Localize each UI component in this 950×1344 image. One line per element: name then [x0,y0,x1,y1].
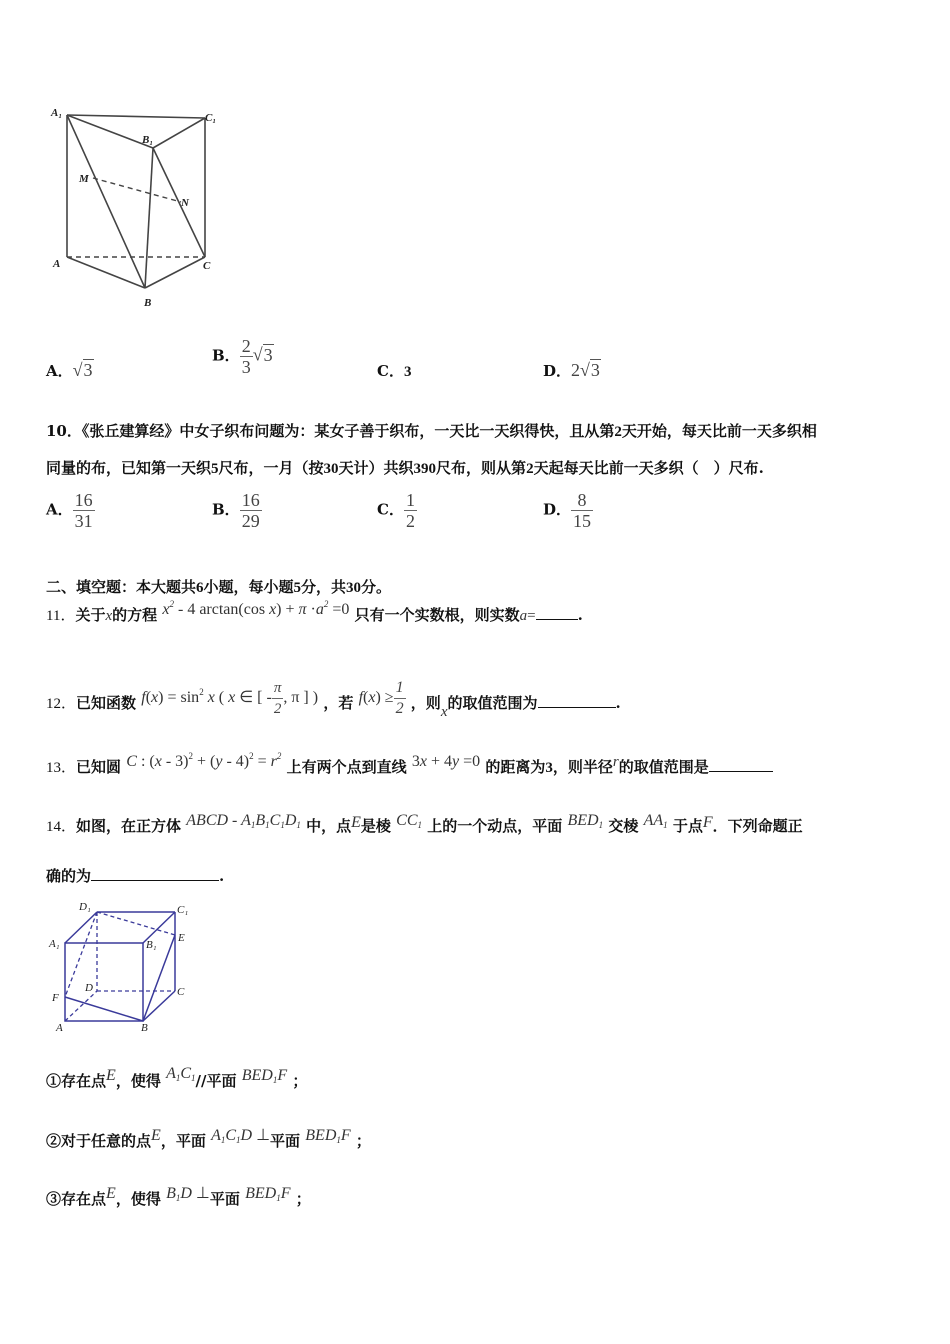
cube-label-f: F [52,992,59,1004]
cube-label-c: C [177,986,185,998]
section-title: 二、填空题：本大题共6小题，每小题5分，共30分。 [46,578,392,596]
q14-cube-name: ABCD - $A_1B_1C_1D_1$ [186,812,301,830]
q10-line2: 同量的布，已知第一天织5尺布，一月（按30天计）共织390尺布，则从第2天起每天比前一天多织（ ）尺布. [46,459,764,477]
q14-edge-aa1: $AA_1$ [643,812,668,830]
statement-3-plane: $BED_1F$ [245,1185,291,1203]
cube-label-d: D [85,982,93,994]
label-b1: B₁ [142,134,154,146]
statement-3: ③存在点E，使得 $B_1D$ ⊥平面 $BED_1F$ ； [46,1185,311,1208]
label-c1: C₁ [205,112,217,124]
cube-label-b: B [141,1022,148,1034]
q13: 13．已知圆 C : $(x - 3)^2 + (y - 4)^2 = r^2$ 上有两个点到直线 3x + 4y =0 的距离为3，则半径r的取值范围是 [46,756,773,777]
cube-label-b1: B₁ [146,939,157,951]
q13-line: 3x + 4y =0 [411,753,481,770]
label-n: N [181,197,189,209]
statement-1-plane: $BED_1F$ [241,1067,288,1085]
q10-option-b: B． $\frac{16}{29}$ [212,490,260,531]
q14-plane: $BED_1$ [567,812,604,830]
q10-option-c: C． $\frac{1}{2}$ [377,490,415,531]
cube-label-a: A [56,1022,63,1034]
q9-option-a: A．√3 [46,360,93,380]
label-a: A [53,258,61,270]
q10-line1: 10．《张丘建算经》中女子织布问题为：某女子善于织布，一天比一天织得快，且从第2天开始，每天比前一天多织相 [46,422,817,440]
cube-label-d1: D₁ [79,901,91,913]
q14-line1: 14．如图，在正方体 ABCD - $A_1B_1C_1D_1$ 中，点E是棱 $CC_1$ 上的一个动点，平面 $BED_1$ 交棱 $AA_1$ 于点F．下列命题正 [46,812,803,835]
statement-2-plane-a: $A_1C_1D$ ⊥ [211,1127,271,1145]
label-m: M [79,173,89,185]
q9-option-b: B． $\frac{2}{3}$ √3 [212,336,273,377]
q10-option-d: D． $\frac{8}{15}$ [543,490,592,531]
prism-figure [45,100,235,315]
q9-option-c: C．3 [377,362,412,380]
label-b: B [144,297,152,309]
q11-equation: $x^2 - 4$ arctan(cos $x) + \pi \cdot a^2 =0$ [162,599,350,618]
q12-condition: f(x) ≥ $\frac{1}{2}$ [358,679,404,717]
cube-label-a1: A₁ [49,938,60,950]
label-a1: A₁ [51,107,63,119]
q9-option-d: D．2√3 [543,360,600,380]
statement-2-plane-b: $BED_1F$ [305,1127,351,1145]
q12-function: $f(x) = \sin^2 x$ ( x ∈ [ - $\frac{\pi}{2}$ , π ] ) [141,680,319,717]
q14-line2: 确的为 . [46,867,225,885]
statement-3-line: $B_1D$ ⊥ [166,1185,210,1203]
q13-circle: C : $(x - 3)^2 + (y - 4)^2 = r^2$ [126,751,282,770]
statement-1: ①存在点E，使得 $A_1C_1//$平面 $BED_1F$ ； [46,1065,308,1090]
cube-label-e: E [178,932,185,944]
q12: 12．已知函数 $f(x) = \sin^2 x$ ( x ∈ [ - $\frac{\pi}{2}$ , π ] ) ，若 f(x) ≥ $\frac{1}{2}$ ，则x的取值范围为 . [46,679,621,721]
statement-2: ②对于任意的点E，平面 $A_1C_1D$ ⊥平面 $BED_1F$ ； [46,1127,371,1150]
q14-edge-cc1: $CC_1$ [396,812,422,830]
q10-option-a: A． $\frac{16}{31}$ [46,490,93,531]
cube-label-c1: C₁ [177,904,189,916]
statement-1-line: $A_1C_1$ [166,1065,196,1083]
label-c: C [203,260,211,272]
cube-figure [45,895,200,1035]
q11: 11．关于x的方程 $x^2 - 4$ arctan(cos $x) + \pi \cdot a^2 =0$ 只有一个实数根，则实数a= . [46,599,583,624]
